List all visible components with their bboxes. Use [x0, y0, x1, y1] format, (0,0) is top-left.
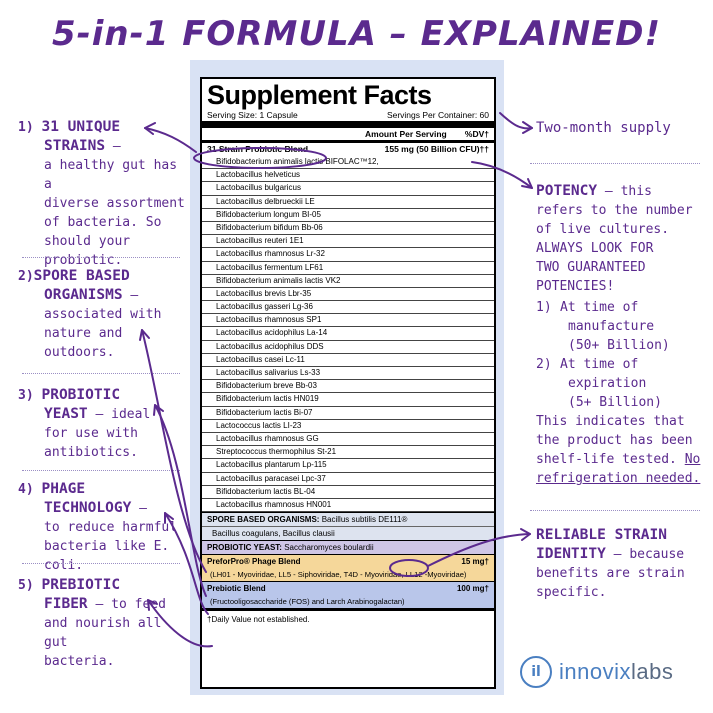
strain-item: Lactobacillus rhamnosus Lr-32 — [202, 248, 494, 261]
strain-item: Lactobacillus gasseri Lg-36 — [202, 301, 494, 314]
note-line: shelf-life tested. — [536, 452, 677, 467]
phage-amount: 15 mg† — [461, 557, 489, 567]
strain-item: Bifidobacterium animalis lactis BIFOLAC™12, — [202, 156, 494, 169]
arrow-yeast — [155, 405, 206, 596]
note-heading: PREBIOTIC — [41, 577, 121, 593]
note-line: of live cultures. — [536, 222, 670, 237]
note-heading: STRAINS — [44, 138, 106, 154]
note-dash: – — [105, 139, 121, 154]
note-line: outdoors. — [44, 345, 115, 360]
strain-item: Bifidobacterium animalis lactis VK2 — [202, 275, 494, 288]
reliable-heading: IDENTITY — [536, 546, 606, 562]
arrow-potency — [472, 162, 532, 188]
note-line: nature and — [44, 326, 123, 341]
phage-detail: (LH01 - Myoviridae, LL5 - Siphoviridae, T4D - Myoviridae, LL12 -Myoviridae) — [210, 570, 467, 580]
note-heading: FIBER — [44, 596, 88, 612]
note-dash: – ideal — [87, 407, 151, 422]
note-line: bacteria. — [44, 654, 115, 669]
note-line: At time of — [560, 357, 639, 372]
strain-item: Streptococcus thermophilus St-21 — [202, 446, 494, 459]
note-line: expiration — [568, 376, 647, 391]
blend-name: 31 Strain Probiotic Blend — [207, 144, 309, 154]
strain-item: Lactobacillus delbrueckii LE — [202, 196, 494, 209]
note-number: 1) — [18, 120, 34, 135]
spore-row-2: Bacillus coagulans, Bacillus clausii — [202, 526, 494, 540]
note-line: refers to the number — [536, 203, 693, 218]
reliable-heading: RELIABLE STRAIN — [536, 527, 667, 543]
strain-item: Lactobacillus rhamnosus HN001 — [202, 499, 494, 512]
note-line: specific. — [536, 585, 607, 600]
note-line: TWO GUARANTEED — [536, 260, 646, 275]
yeast-value: Saccharomyces boulardii — [284, 543, 374, 553]
note-number: 2) — [536, 357, 552, 372]
strain-item: Lactobacillus reuteri 1E1 — [202, 235, 494, 248]
potency-heading: POTENCY — [536, 183, 598, 199]
strain-item: Lactobacillus salivarius Ls-33 — [202, 367, 494, 380]
blend-circle — [194, 148, 326, 168]
note-number: 1) — [536, 300, 552, 315]
note-line: the product has been — [536, 433, 693, 448]
note-dash: – — [131, 501, 147, 516]
strain-item: Lactobacillus acidophilus La-14 — [202, 327, 494, 340]
no-text: No — [684, 452, 701, 467]
arrow-strains — [145, 128, 196, 152]
strain-item: Lactobacillus acidophilus DDS — [202, 341, 494, 354]
note-heading: ORGANISMS — [44, 287, 123, 303]
note-line: of bacteria. So — [44, 215, 162, 230]
note-heading: TECHNOLOGY — [44, 500, 132, 516]
strain-item: Lactobacillus paracasei Lpc-37 — [202, 473, 494, 486]
note-heading: PHAGE — [41, 481, 86, 497]
note-line: manufacture — [568, 319, 655, 334]
strain-item: Lactobacillus casei Lc-11 — [202, 354, 494, 367]
note-number: 3) — [18, 388, 34, 403]
footnote: †Daily Value not established. — [202, 608, 494, 628]
arrow-supply — [500, 113, 532, 128]
brand-logo — [520, 656, 673, 688]
strain-item: Bifidobacterium lactis HN019 — [202, 393, 494, 406]
strain-item: Bifidobacterium lactis BL-04 — [202, 486, 494, 499]
note-line: associated with — [44, 307, 162, 322]
supplement-facts-heading: Supplement Facts — [207, 80, 432, 110]
strain-item: Bifidobacterium lactis Bi-07 — [202, 407, 494, 420]
strain-item: Lactobacillus rhamnosus GG — [202, 433, 494, 446]
strain-item: Lactobacillus rhamnosus SP1 — [202, 314, 494, 327]
reliable-dash: – because — [605, 547, 685, 562]
strain-item: Lactobacillus bulgaricus — [202, 182, 494, 195]
note-line: POTENCIES! — [536, 279, 615, 294]
note-line: At time of — [560, 300, 639, 315]
note-line: should your — [44, 234, 131, 249]
prebiotic-detail: (Fructooligosaccharide (FOS) and Larch Arabinogalactan) — [210, 597, 405, 607]
amount-per-serving: Amount Per Serving — [365, 129, 447, 139]
note-line: and nourish all gut — [44, 616, 162, 650]
de111-circle — [390, 560, 428, 576]
yeast-heading: PROBIOTIC YEAST: — [207, 543, 282, 553]
note-line: for use with — [44, 426, 138, 441]
note-number: 5) — [18, 578, 34, 593]
note-heading: SPORE BASED — [33, 268, 130, 284]
note-line: ALWAYS LOOK FOR — [536, 241, 654, 256]
page-title: 5-in-1 FORMULA – EXPLAINED! — [51, 14, 662, 54]
note-line: bacteria like E. coli. — [44, 539, 170, 573]
dv-header: %DV† — [464, 129, 489, 139]
strain-item: Lactobacillus plantarum Lp-115 — [202, 459, 494, 472]
logo-icon: il — [520, 656, 552, 688]
spore-heading: SPORE BASED ORGANISMS: — [207, 515, 320, 525]
spore-bacillus-subtilis: Bacillus subtilis — [321, 515, 376, 525]
prebiotic-amount: 100 mg† — [456, 584, 489, 594]
note-line: (5+ Billion) — [568, 395, 662, 410]
arrow-reliable — [428, 534, 530, 566]
note-line: benefits are strain — [536, 566, 685, 581]
spore-de111: DE111® — [378, 515, 408, 525]
arrow-spore — [142, 330, 206, 572]
blend-amount: 155 mg (50 Billion CFU)†† — [384, 144, 489, 154]
potency-dash: – this — [597, 184, 652, 199]
logo-text-b: labs — [630, 659, 674, 684]
logo-text — [559, 659, 673, 685]
refrigeration-text: refrigeration needed. — [536, 471, 701, 486]
note-number: 2) — [18, 269, 34, 284]
strain-item: Bifidobacterium longum BI-05 — [202, 209, 494, 222]
note-line: antibiotics. — [44, 445, 138, 460]
supply-text: Two-month supply — [536, 120, 671, 136]
phage-name: PreforPro® Phage Blend — [207, 557, 301, 567]
note-line: a healthy gut has a — [44, 158, 178, 192]
strain-item: Bifidobacterium bifidum Bb-06 — [202, 222, 494, 235]
note-heading: 31 UNIQUE — [41, 119, 121, 135]
note-heading: YEAST — [44, 406, 88, 422]
strain-item: Lactococcus lactis LI-23 — [202, 420, 494, 433]
note-dash: – to feed — [87, 597, 166, 612]
note-line: This indicates that — [536, 414, 685, 429]
note-number: 4) — [18, 482, 34, 497]
strain-item: Lactobacillus brevis Lbr-35 — [202, 288, 494, 301]
strain-item: Lactobacillus fermentum LF61 — [202, 262, 494, 275]
servings-per-container: Servings Per Container: 60 — [386, 110, 489, 120]
strain-item: Bifidobacterium breve Bb-03 — [202, 380, 494, 393]
strain-item: Lactobacillus helveticus — [202, 169, 494, 182]
note-line: diverse assortment — [44, 196, 185, 211]
serving-size: Serving Size: 1 Capsule — [207, 110, 298, 120]
note-line: probiotic. — [44, 253, 123, 268]
note-line: to reduce harmful — [44, 520, 178, 535]
note-heading: PROBIOTIC — [41, 387, 121, 403]
note-line: (50+ Billion) — [568, 338, 670, 353]
note-dash: – — [122, 288, 139, 303]
prebiotic-name: Prebiotic Blend — [207, 584, 266, 594]
logo-text-a: innovix — [559, 659, 631, 684]
